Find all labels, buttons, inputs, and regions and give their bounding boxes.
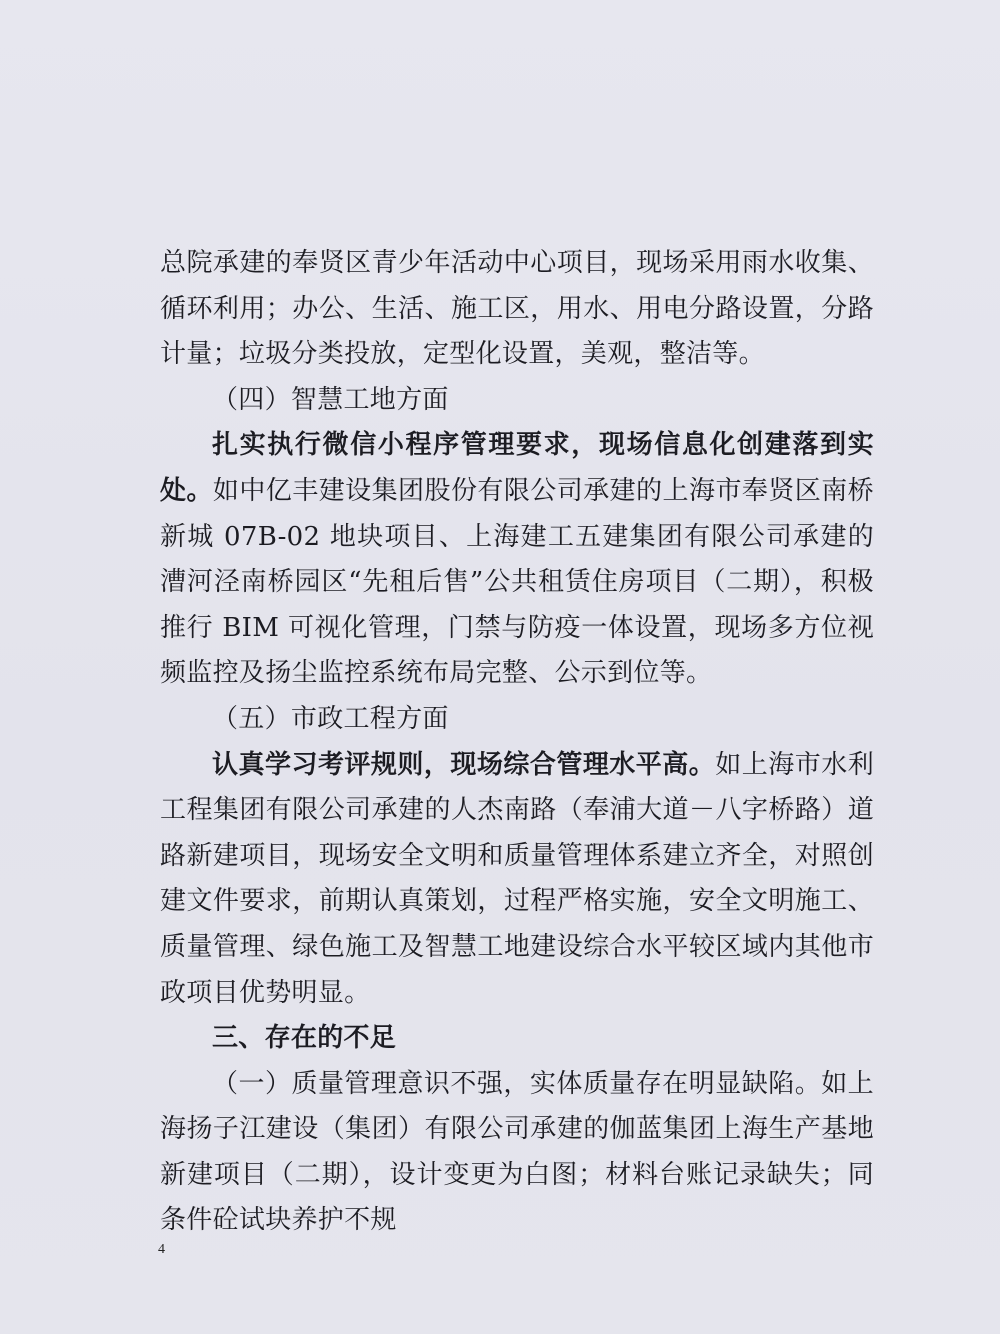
- heading-smart-site: （四）智慧工地方面: [212, 384, 449, 415]
- paragraph-smart-site-body: 如中亿丰建设集团股份有限公司承建的上海市奉贤区南桥新城 07B-02 地块项目、上海建工五建集团有限公司承建的漕河泾南桥园区“先租后售”公共租赁住房项目（二期），积极推行 BIM 可视化管理，门禁与防疫一体设置，现场多方位视频监控及扬尘监控系统布局完整、公示到位等。: [160, 475, 874, 689]
- heading-municipal-works: （五）市政工程方面: [212, 703, 449, 734]
- paragraph-municipal-works-lead: 认真学习考评规则，现场综合管理水平高。: [212, 749, 716, 780]
- paragraph-smart-site-lead: 扎实执行微信小程序管理要求，现场信息化创建落到实处。: [160, 430, 874, 506]
- page-number: 4: [158, 1242, 165, 1257]
- paragraph-green-construction-continued: 总院承建的奉贤区青少年活动中心项目，现场采用雨水收集、循环利用；办公、生活、施工区，用水、用电分路设置，分路计量；垃圾分类投放，定型化设置，美观，整洁等。: [160, 248, 874, 370]
- heading-shortcomings: 三、存在的不足: [212, 1023, 397, 1054]
- paragraph-municipal-works: [160, 743, 874, 1017]
- document-body: [160, 241, 874, 1244]
- paragraph-quality-management: （一）质量管理意识不强，实体质量存在明显缺陷。如上海扬子江建设（集团）有限公司承建的伽蓝集团上海生产基地新建项目（二期），设计变更为白图；材料台账记录缺失；同条件砼试块养护不规: [160, 1068, 874, 1236]
- paragraph-smart-site: [160, 423, 874, 697]
- paragraph-municipal-works-body: 如上海市水利工程集团有限公司承建的人杰南路（奉浦大道－八字桥路）道路新建项目，现场安全文明和质量管理体系建立齐全，对照创建文件要求，前期认真策划，过程严格实施，安全文明施工、质量管理、绿色施工及智慧工地建设综合水平较区域内其他市政项目优势明显。: [160, 749, 875, 1008]
